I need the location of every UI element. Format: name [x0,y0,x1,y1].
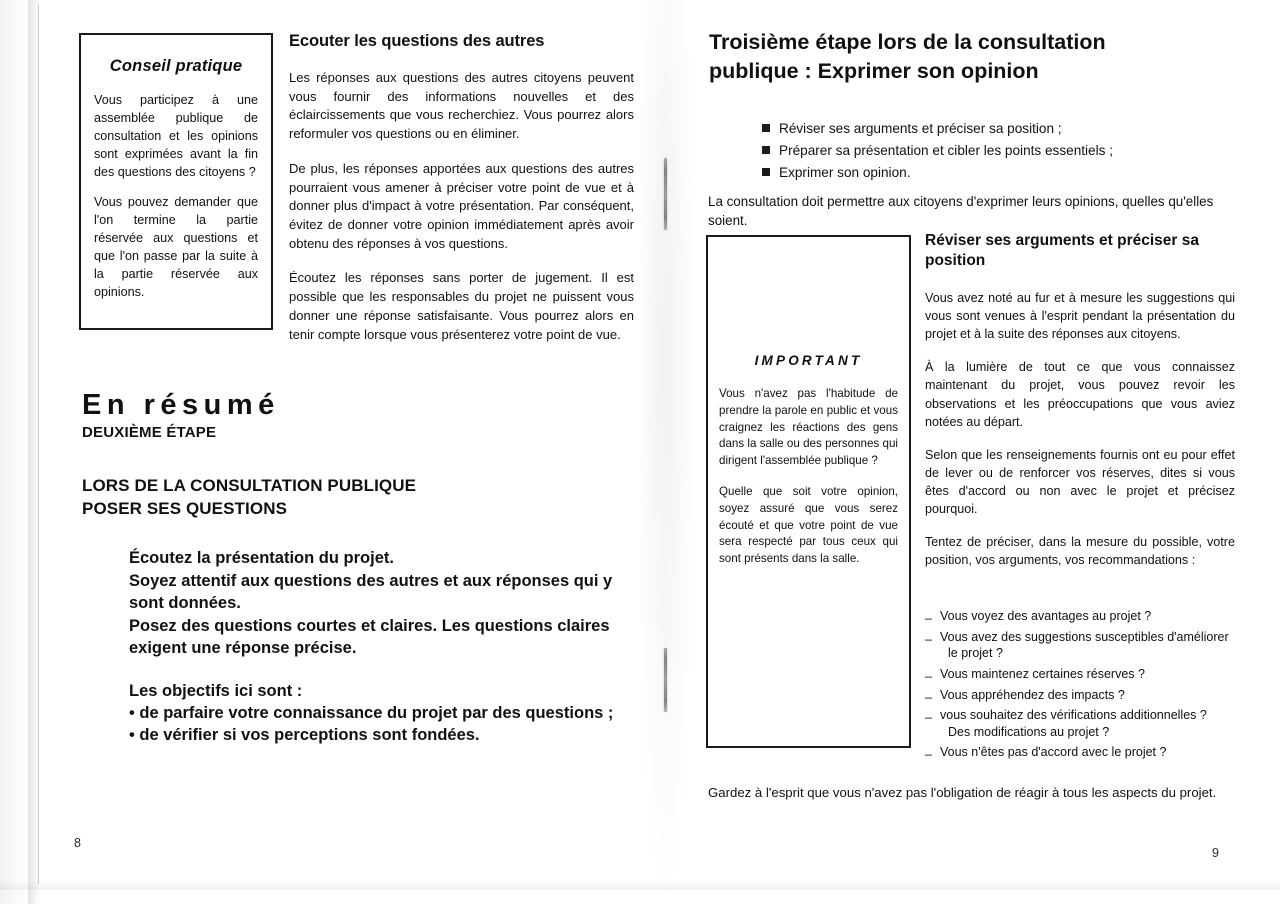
conseil-pratique-body [94,92,258,302]
paragraph: Vous avez noté au fur et à mesure les suggestions qui vous sont venues à l'esprit pendant la présentation du projet et à la suite des réponses aux citoyens. [925,290,1235,342]
staple-top-icon [664,158,667,230]
list-item-label [940,707,1237,740]
list-item [925,744,1237,761]
dash-bullet-icon: _ [925,705,932,720]
list-item-continuation: le projet ? [948,646,1003,661]
list-item-label: Exprimer son opinion. [779,165,911,181]
binding-gutter-shadow [640,0,696,904]
list-item [762,162,1182,184]
page-number-right: 9 [1212,846,1219,860]
statement: Écoutez la présentation du projet. [129,549,394,568]
list-item-label: Réviser ses arguments et préciser sa position ; [779,121,1062,136]
list-item-text: vous souhaitez des vérifications additionnelles ? [940,708,1207,723]
reviser-arguments-column [925,231,1235,585]
square-bullet-icon [762,124,770,132]
dash-bullet-icon: _ [925,626,932,641]
objectives-heading: Les objectifs ici sont : [129,681,303,700]
page-number-left: 8 [74,836,81,850]
list-item [925,608,1237,625]
paragraph: De plus, les réponses apportées aux questions des autres pourraient vous amener à préciser votre point de vue et à donner plus d'impact à votre présentation. Par conséquent, évitez de donner votre opinion immédiatement après avoir obtenu des réponses à vos questions. [289,160,634,251]
list-item-label: Vous n'êtes pas d'accord avec le projet ? [940,745,1167,760]
paragraph: Écoutez les réponses sans porter de jugement. Il est possible que les responsables du projet ne puissent vous donner une réponse satisfaisante. Vous pourrez alors en tenir compte lorsque vous présenterez votre point de vue. [289,270,634,342]
paragraph: Selon que les renseignements fournis ont eu pour effet de lever ou de renforcer vos réserves, dites si vous êtes d'accord ou non avec le projet et précisez pourquoi. [925,447,1235,517]
list-item [762,118,1182,140]
dash-bullet-icon: _ [925,684,932,699]
summary-statements [129,547,637,747]
section-heading: Réviser ses arguments et préciser sa position [925,232,1199,270]
important-box-content [719,353,898,582]
dash-bullet-icon: _ [925,606,932,620]
intro-paragraph: La consultation doit permettre aux citoyens d'exprimer leurs opinions, quelles qu'elles soient. [708,194,1214,229]
page-title-line-2: publique : Exprimer son opinion [709,58,1039,83]
paragraph: Vous n'avez pas l'habitude de prendre la parole en public et vous craignez les réactions des gens dans la salle ou des personnes qui dirigent l'assemblée publique ? [719,387,898,468]
bottom-page-edge [0,880,1280,890]
summary-caps-line-1: LORS DE LA CONSULTATION PUBLIQUE [82,476,417,496]
reflection-questions-list [925,608,1237,765]
list-item-continuation: Des modifications au projet ? [948,724,1110,739]
list-item [925,663,1237,683]
list-item-text: Vous avez des suggestions susceptibles d'améliorer [940,629,1229,644]
steps-bullet-list [762,118,1182,184]
list-item-label: Vous appréhendez des impacts ? [940,687,1125,702]
statement: Posez des questions courtes et claires. Les questions claires exigent une réponse précise. [129,616,610,658]
dash-bullet-icon: _ [925,742,932,757]
dash-bullet-icon: _ [925,663,932,678]
page-edge-line [38,4,39,884]
important-box-title: IMPORTANT [754,353,863,368]
page-title-line-1: Troisième étape lors de la consultation [709,30,1106,54]
section-body [289,69,634,344]
paragraph: Les réponses aux questions des autres citoyens peuvent vous fournir des informations nouvelles et des éclaircissements que vous recherchiez. Vous pourrez alors reformuler vos questions ou en éliminer. [289,70,634,142]
section-heading: Ecouter les questions des autres [289,32,545,50]
paragraph: Quelle que soit votre opinion, soyez assuré que vous serez écouté et que votre point de vue sera respecté par tous ceux qui sont présents dans la salle. [719,484,898,566]
important-box-body [719,386,898,568]
summary-section [82,390,637,747]
section-body [925,289,1235,570]
list-item [925,684,1237,704]
conseil-pratique-box [79,33,273,330]
list-item-label [940,629,1237,662]
square-bullet-icon [762,146,770,154]
paragraph: Vous pouvez demander que l'on termine la partie réservée aux questions et que l'on passe par la suite à la partie réservée aux opinions. [94,195,258,299]
list-item-label: Vous maintenez certaines réserves ? [940,666,1145,681]
conseil-pratique-title: Conseil pratique [109,57,243,75]
staple-bottom-icon [664,648,667,712]
important-box [706,235,911,748]
list-item [925,707,1237,740]
list-item [762,140,1182,162]
paragraph: Tentez de préciser, dans la mesure du possible, votre position, vos arguments, vos recommandations : [925,535,1235,568]
paragraph: Vous participez à une assemblée publique de consultation et les opinions sont exprimées avant la fin des questions des citoyens ? [94,93,258,179]
summary-caps-block [82,475,637,521]
summary-title: En résumé [82,389,280,421]
list-item-label: Préparer sa présentation et cibler les points essentiels ; [779,143,1113,159]
summary-subtitle: DEUXIÈME ÉTAPE [82,424,217,442]
paragraph: À la lumière de tout ce que vous connaissez maintenant du projet, vous pouvez revoir les observations et les préoccupations que vous aviez notées au départ. [925,360,1235,429]
summary-caps-line-2: POSER SES QUESTIONS [82,499,288,519]
list-item-label: Vous voyez des avantages au projet ? [940,609,1152,623]
objective-item: • de parfaire votre connaissance du projet par des questions ; [129,703,614,722]
page-title [709,28,1234,86]
statement: Soyez attentif aux questions des autres et aux réponses qui y sont données. [129,571,613,613]
square-bullet-icon [762,168,770,176]
closing-paragraph: Gardez à l'esprit que vous n'avez pas l'obligation de réagir à tous les aspects du projet. [708,785,1217,800]
spacer [129,660,637,680]
listen-questions-column [289,32,634,360]
objective-item: • de vérifier si vos perceptions sont fondées. [129,726,480,745]
list-item [925,626,1237,662]
